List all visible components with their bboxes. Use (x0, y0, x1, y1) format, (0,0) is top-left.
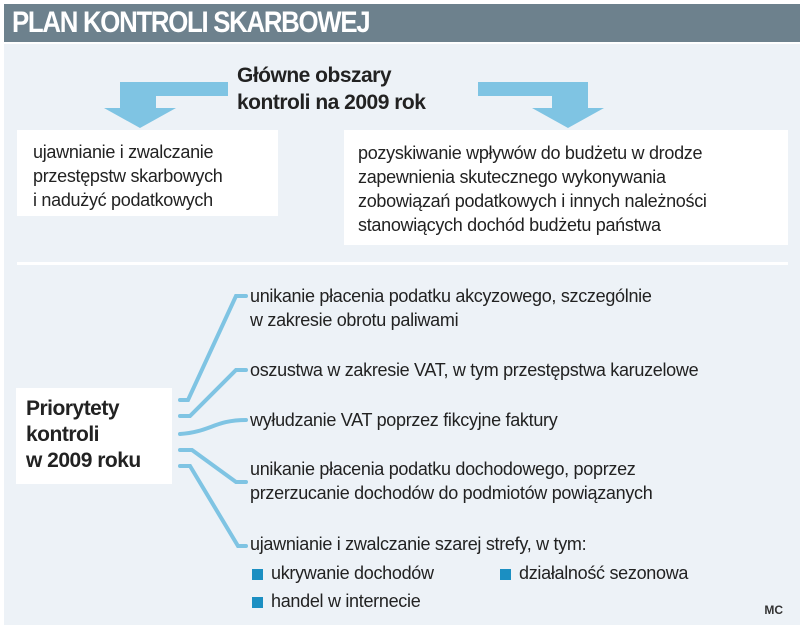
sub-item-label: ukrywanie dochodów (271, 563, 434, 583)
item-line: ujawnianie i zwalczanie szarej strefy, w tym: (250, 534, 587, 554)
label-line: w 2009 roku (26, 449, 141, 472)
connector-1 (180, 296, 246, 400)
priority-item (250, 457, 652, 505)
sub-item (252, 561, 434, 585)
connector-5 (180, 466, 246, 546)
item-line: unikanie płacenia podatku akcyzowego, szczególnie (250, 286, 652, 306)
main-area-box-left (17, 130, 278, 216)
main-areas-heading (237, 62, 425, 116)
sub-item (252, 589, 420, 613)
square-bullet-icon (252, 569, 263, 580)
priority-item (250, 532, 586, 556)
page-title: PLAN KONTROLI SKARBOWEJ (12, 6, 370, 39)
label-line: kontroli (26, 423, 99, 446)
arrow-right-icon (478, 82, 604, 128)
main-area-box-right (344, 130, 788, 245)
priority-item (250, 284, 652, 332)
sub-item-label: handel w internecie (271, 591, 421, 611)
heading-line: kontroli na 2009 rok (237, 91, 426, 114)
item-line: w zakresie obrotu paliwami (250, 310, 459, 330)
box-line: zobowiązań podatkowych i innych należności (358, 191, 707, 211)
box-line: ujawnianie i zwalczanie (33, 142, 214, 162)
author-credit: MC (764, 603, 783, 617)
box-line: przestępstw skarbowych (33, 166, 223, 186)
divider (17, 262, 788, 265)
box-line: stanowiących dochód budżetu państwa (358, 215, 661, 235)
sub-item (500, 561, 688, 585)
box-line: zapewnienia skutecznego wykonywania (358, 167, 666, 187)
square-bullet-icon (500, 569, 511, 580)
box-line: pozyskiwanie wpływów do budżetu w drodze (358, 143, 703, 163)
box-line: i nadużyć podatkowych (33, 190, 213, 210)
priority-item (250, 358, 698, 382)
square-bullet-icon (252, 597, 263, 608)
sub-item-label: działalność sezonowa (519, 563, 689, 583)
item-line: unikanie płacenia podatku dochodowego, poprzez (250, 459, 636, 479)
priority-item (250, 408, 557, 432)
item-line: oszustwa w zakresie VAT, w tym przestępstwa karuzelowe (250, 360, 699, 380)
item-line: wyłudzanie VAT poprzez fikcyjne faktury (250, 410, 558, 430)
arrow-left-icon (104, 82, 228, 128)
item-line: przerzucanie dochodów do podmiotów powiązanych (250, 483, 653, 503)
connector-3 (180, 420, 246, 434)
heading-line: Główne obszary (237, 64, 392, 87)
priorities-label (16, 388, 172, 484)
label-line: Priorytety (26, 397, 120, 420)
